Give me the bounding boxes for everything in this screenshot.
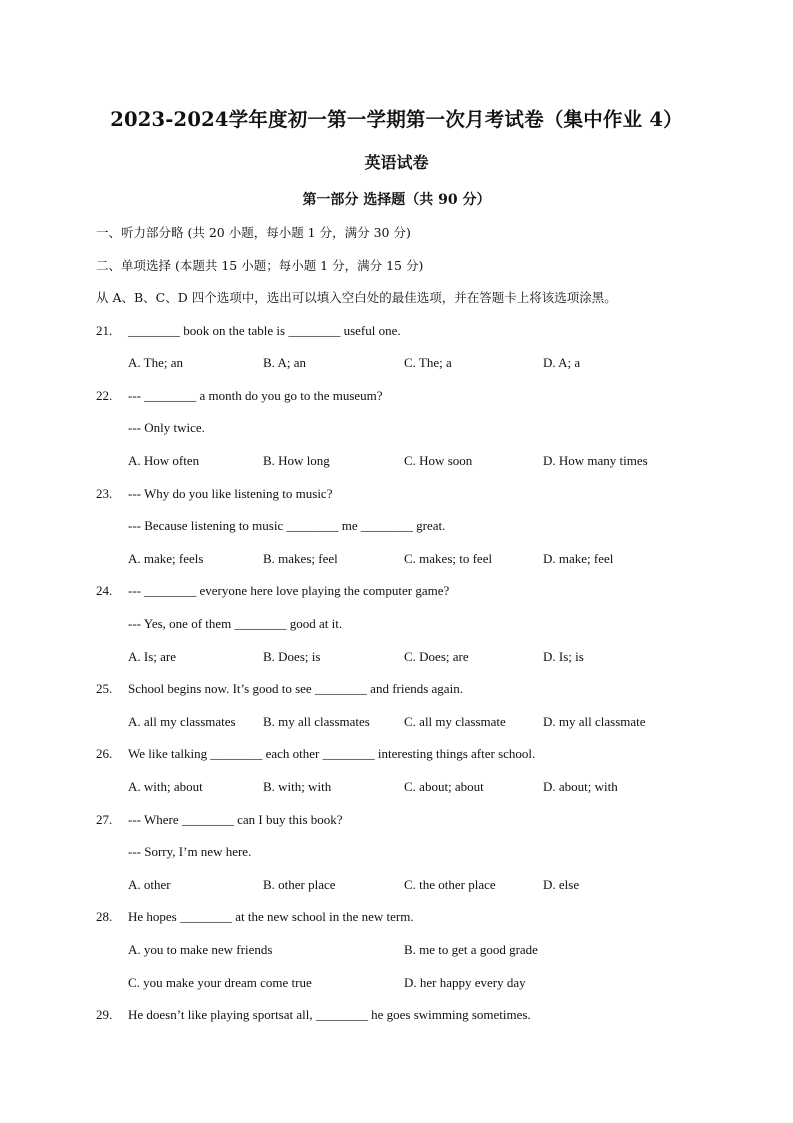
question-reply: --- Sorry, I’m new here.: [128, 844, 252, 859]
option-d: D. her happy every day: [404, 975, 526, 990]
question-stem: --- Where ________ can I buy this book?: [128, 812, 343, 827]
question-stem: We like talking ________ each other ________ interesting things after school.: [128, 746, 536, 761]
option-b: B. A; an: [263, 355, 306, 370]
question-stem: School begins now. It’s good to see ________ and friends again.: [128, 681, 463, 696]
question-stem: ________ book on the table is ________ useful one.: [128, 323, 401, 338]
option-c: C. about; about: [404, 779, 484, 794]
question-stem: He hopes ________ at the new school in the new term.: [128, 909, 414, 924]
option-c: C. you make your dream come true: [128, 975, 312, 990]
question-number: 24.: [96, 583, 113, 598]
option-d: D. Is; is: [543, 649, 584, 664]
option-c: C. all my classmate: [404, 714, 506, 729]
question-reply: --- Yes, one of them ________ good at it.: [128, 616, 343, 631]
question-number: 26.: [96, 746, 113, 761]
option-d: D. How many times: [543, 453, 648, 468]
option-c: C. Does; are: [404, 649, 469, 664]
question-stem: --- Why do you like listening to music?: [128, 486, 333, 501]
option-c: C. How soon: [404, 453, 473, 468]
option-d: D. about; with: [543, 779, 618, 794]
option-b: B. makes; feel: [263, 551, 338, 566]
option-a: A. with; about: [128, 779, 203, 794]
part-heading: 第一部分 选择题（共 90 分）: [302, 192, 491, 208]
question-reply: --- Only twice.: [128, 420, 205, 435]
question-stem: --- ________ a month do you go to the museum?: [128, 388, 383, 403]
question-number: 23.: [96, 486, 113, 501]
option-c: C. The; a: [404, 355, 452, 370]
exam-subtitle: 英语试卷: [364, 153, 429, 172]
option-d: D. make; feel: [543, 551, 614, 566]
question-number: 25.: [96, 681, 113, 696]
exam-title: 2023-2024学年度初一第一学期第一次月考试卷（集中作业 4）: [110, 108, 683, 131]
option-b: B. my all classmates: [263, 714, 370, 729]
option-d: D. else: [543, 877, 580, 892]
option-a: A. all my classmates: [128, 714, 236, 729]
option-b: B. Does; is: [263, 649, 321, 664]
section-single-choice: 二、单项选择 (本题共 15 小题；每小题 1 分，满分 15 分): [96, 258, 424, 273]
option-b: B. me to get a good grade: [404, 942, 538, 957]
option-c: C. the other place: [404, 877, 496, 892]
option-a: A. How often: [128, 453, 200, 468]
option-b: B. other place: [263, 877, 336, 892]
question-number: 21.: [96, 323, 113, 338]
option-d: D. A; a: [543, 355, 581, 370]
question-stem: --- ________ everyone here love playing the computer game?: [128, 583, 450, 598]
section-listening: 一、听力部分略 (共 20 小题，每小题 1 分，满分 30 分): [96, 225, 411, 240]
question-stem: He doesn’t like playing sportsat all, ________ he goes swimming sometimes.: [128, 1007, 531, 1022]
option-a: A. you to make new friends: [128, 942, 273, 957]
option-a: A. other: [128, 877, 171, 892]
question-number: 22.: [96, 388, 113, 403]
option-a: A. The; an: [128, 355, 183, 370]
option-c: C. makes; to feel: [404, 551, 493, 566]
question-reply: --- Because listening to music ________ me ________ great.: [128, 518, 446, 533]
option-a: A. Is; are: [128, 649, 177, 664]
question-number: 29.: [96, 1007, 113, 1022]
option-b: B. How long: [263, 453, 330, 468]
option-d: D. my all classmate: [543, 714, 646, 729]
question-number: 28.: [96, 909, 113, 924]
option-a: A. make; feels: [128, 551, 204, 566]
question-number: 27.: [96, 812, 113, 827]
instruction-text: 从 A、B、C、D 四个选项中，选出可以填入空白处的最佳选项，并在答题卡上将该选项涂黑。: [96, 290, 617, 305]
option-b: B. with; with: [263, 779, 332, 794]
